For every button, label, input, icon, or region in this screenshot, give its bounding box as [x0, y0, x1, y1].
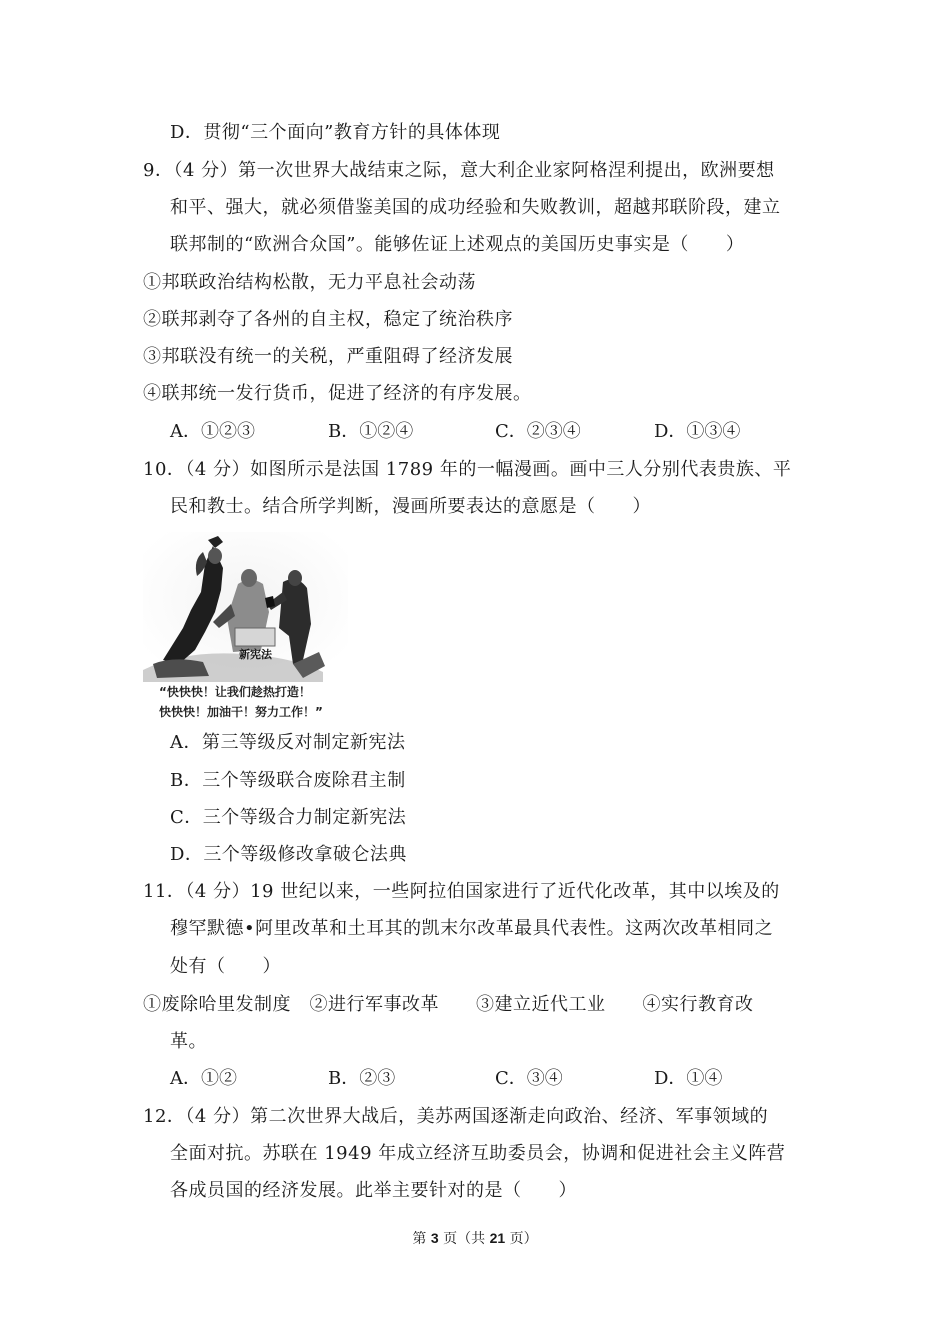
- q11-options: [0, 1067, 950, 1091]
- q9-item-3: ③邦联没有统一的关税，严重阻碍了经济发展: [143, 346, 513, 367]
- q10-option-a: A．第三等级反对制定新宪法: [170, 732, 406, 753]
- q9-option-c: C．②③④: [495, 421, 581, 442]
- footer-page-number: 3: [430, 1230, 439, 1246]
- footer-suffix: 页）: [505, 1231, 538, 1247]
- q10-option-d: D．三个等级修改拿破仑法典: [170, 844, 407, 865]
- q9-stem-line3: 联邦制的“欧洲合众国”。能够佐证上述观点的美国历史事实是（ ）: [170, 234, 745, 255]
- footer-total-pages: 21: [489, 1230, 506, 1246]
- cartoon-caption-line1: “快快快！让我们趁热打造！: [159, 685, 311, 699]
- q8-option-d: D．贯彻“三个面向”教育方针的具体体现: [170, 122, 501, 143]
- q11-items-line2: 革。: [170, 1031, 207, 1052]
- q11-option-a: A．①②: [170, 1068, 237, 1089]
- q11-stem-line3: 处有（ ）: [170, 956, 281, 977]
- q9-stem-line1: 9．（4 分）第一次世界大战结束之际，意大利企业家阿格涅利提出，欧洲要想: [143, 160, 775, 181]
- q11-option-b: B．②③: [328, 1068, 396, 1089]
- q11-stem-line2: 穆罕默德•阿里改革和土耳其的凯末尔改革最具代表性。这两次改革相同之: [170, 918, 774, 939]
- q12-stem-line3: 各成员国的经济发展。此举主要针对的是（ ）: [170, 1180, 577, 1201]
- cartoon-caption-line2: 快快快！加油干！努力工作！”: [159, 705, 323, 719]
- q12-stem-line1: 12．（4 分）第二次世界大战后，美苏两国逐渐走向政治、经济、军事领域的: [143, 1106, 769, 1127]
- footer-mid: 页（共: [438, 1231, 490, 1247]
- q10-stem-line1: 10．（4 分）如图所示是法国 1789 年的一幅漫画。画中三人分别代表贵族、平: [143, 459, 792, 480]
- q9-option-d: D．①③④: [654, 421, 741, 442]
- footer-prefix: 第: [412, 1231, 431, 1247]
- q9-item-1: ①邦联政治结构松散，无力平息社会动荡: [143, 272, 476, 293]
- q11-stem-line1: 11．（4 分）19 世纪以来，一些阿拉伯国家进行了近代化改革，其中以埃及的: [143, 881, 780, 902]
- q10-stem-line2: 民和教士。结合所学判断，漫画所要表达的意愿是（ ）: [170, 496, 651, 517]
- q9-stem-line2: 和平、强大，就必须借鉴美国的成功经验和失败教训，超越邦联阶段，建立: [170, 197, 781, 218]
- q9-options: [0, 420, 950, 444]
- q11-items-line1: ①废除哈里发制度 ②进行军事改革 ③建立近代工业 ④实行教育改: [143, 994, 754, 1015]
- q9-item-4: ④联邦统一发行货币，促进了经济的有序发展。: [143, 383, 532, 404]
- q9-item-2: ②联邦剥夺了各州的自主权，稳定了统治秩序: [143, 309, 513, 330]
- q11-option-d: D．①④: [654, 1068, 723, 1089]
- q12-stem-line2: 全面对抗。苏联在 1949 年成立经济互助委员会，协调和促进社会主义阵营: [170, 1143, 786, 1164]
- q10-option-c: C．三个等级合力制定新宪法: [170, 807, 407, 828]
- q10-option-b: B．三个等级联合废除君主制: [170, 770, 406, 791]
- page-footer: [0, 1228, 950, 1249]
- q11-option-c: C．③④: [495, 1068, 563, 1089]
- q9-option-b: B．①②④: [328, 421, 414, 442]
- q9-option-a: A．①②③: [170, 421, 255, 442]
- cartoon-label: 新宪法: [239, 648, 272, 661]
